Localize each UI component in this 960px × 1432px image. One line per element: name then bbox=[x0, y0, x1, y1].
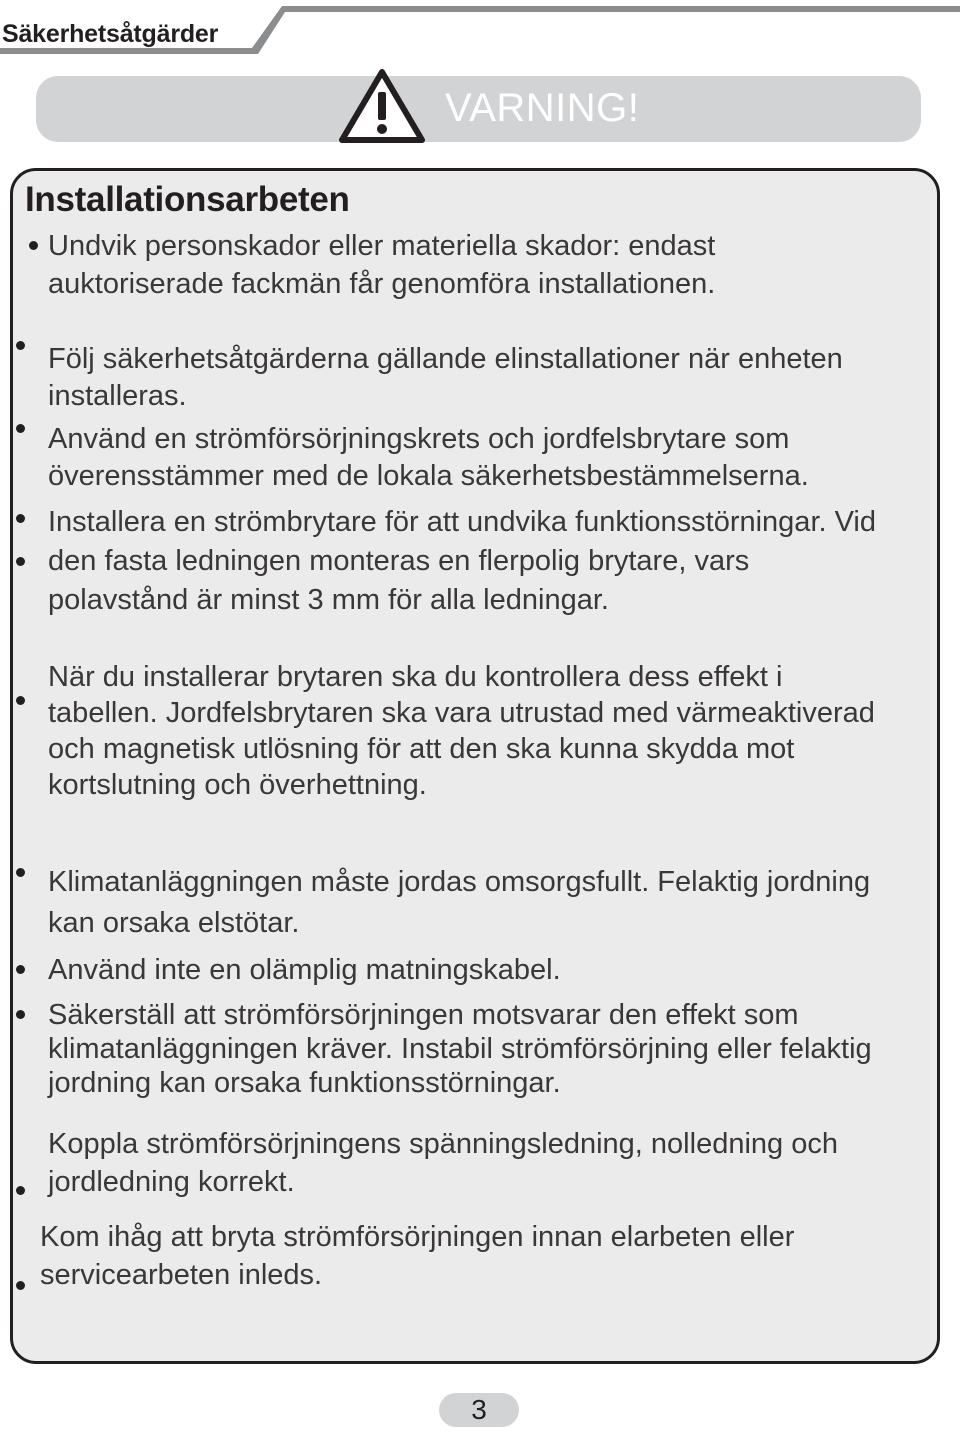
list-item-line: klimatanläggningen kräver. Instabil strömförsörjning eller felaktig bbox=[48, 1033, 872, 1065]
bullet-icon bbox=[16, 1010, 25, 1019]
list-item-line: auktoriserade fackmän får genomföra installationen. bbox=[48, 268, 716, 300]
list-item bbox=[48, 421, 948, 495]
bullet-icon bbox=[16, 341, 25, 350]
list-item bbox=[48, 503, 948, 620]
list-item-line: servicearbeten inleds. bbox=[40, 1259, 323, 1291]
list-item-line: Klimatanläggningen måste jordas omsorgsfullt. Felaktig jordning bbox=[48, 866, 871, 898]
list-item-line: kan orsaka elstötar. bbox=[48, 907, 300, 939]
list-item-line: Använd inte en olämplig matningskabel. bbox=[48, 954, 561, 986]
header-title: Säkerhetsåtgärder bbox=[2, 20, 219, 48]
list-item bbox=[48, 659, 948, 803]
list-item-line: den fasta ledningen monteras en flerpolig brytare, vars bbox=[48, 545, 750, 577]
list-item-line: polavstånd är minst 3 mm för alla ledningar. bbox=[48, 584, 609, 616]
warning-banner bbox=[36, 76, 921, 142]
list-item-line: jordledning korrekt. bbox=[48, 1166, 295, 1198]
list-item-line: kortslutning och överhettning. bbox=[48, 769, 427, 801]
list-item-line: jordning kan orsaka funktionsstörningar. bbox=[48, 1067, 561, 1099]
list-item bbox=[48, 341, 948, 415]
bullet-icon bbox=[16, 557, 25, 566]
list-item bbox=[48, 952, 948, 989]
list-item-line: När du installerar brytaren ska du kontrollera dess effekt i bbox=[48, 661, 783, 693]
warning-triangle-icon bbox=[338, 68, 426, 146]
list-item bbox=[48, 862, 948, 944]
list-item-line: överensstämmer med de lokala säkerhetsbestämmelserna. bbox=[48, 460, 809, 492]
list-item bbox=[40, 1218, 940, 1294]
bullet-icon bbox=[16, 1281, 25, 1290]
bullet-icon bbox=[16, 696, 25, 705]
list-item-line: Undvik personskador eller materiella skador: endast bbox=[48, 230, 716, 262]
bullet-icon bbox=[16, 1186, 25, 1195]
list-item bbox=[48, 998, 948, 1100]
list-item-line: och magnetisk utlösning för att den ska kunna skydda mot bbox=[48, 733, 795, 765]
list-item-line: Säkerställ att strömförsörjningen motsvarar den effekt som bbox=[48, 999, 799, 1031]
list-item bbox=[48, 1125, 948, 1201]
list-item-line: Installera en strömbrytare för att undvika funktionsstörningar. Vid bbox=[48, 506, 877, 538]
list-item-line: Koppla strömförsörjningens spänningsledning, nolledning och bbox=[48, 1128, 838, 1160]
list-item bbox=[48, 228, 948, 303]
list-item-line: Använd en strömförsörjningskrets och jordfelsbrytare som bbox=[48, 423, 790, 455]
warning-label: VARNING! bbox=[445, 86, 640, 130]
list-item-line: Kom ihåg att bryta strömförsörjningen innan elarbeten eller bbox=[40, 1221, 795, 1253]
bullet-icon bbox=[16, 868, 25, 877]
section-title: Installationsarbeten bbox=[25, 180, 350, 219]
bullet-icon bbox=[16, 424, 25, 433]
list-item-line: installeras. bbox=[48, 380, 187, 412]
section-header-tab bbox=[0, 6, 960, 50]
bullet-icon bbox=[29, 241, 38, 250]
bullet-icon bbox=[16, 514, 25, 523]
page-number: 3 bbox=[439, 1393, 519, 1427]
bullet-icon bbox=[16, 965, 25, 974]
list-item-line: Följ säkerhetsåtgärderna gällande elinstallationer när enheten bbox=[48, 343, 843, 375]
list-item-line: tabellen. Jordfelsbrytaren ska vara utrustad med värmeaktiverad bbox=[48, 697, 875, 729]
